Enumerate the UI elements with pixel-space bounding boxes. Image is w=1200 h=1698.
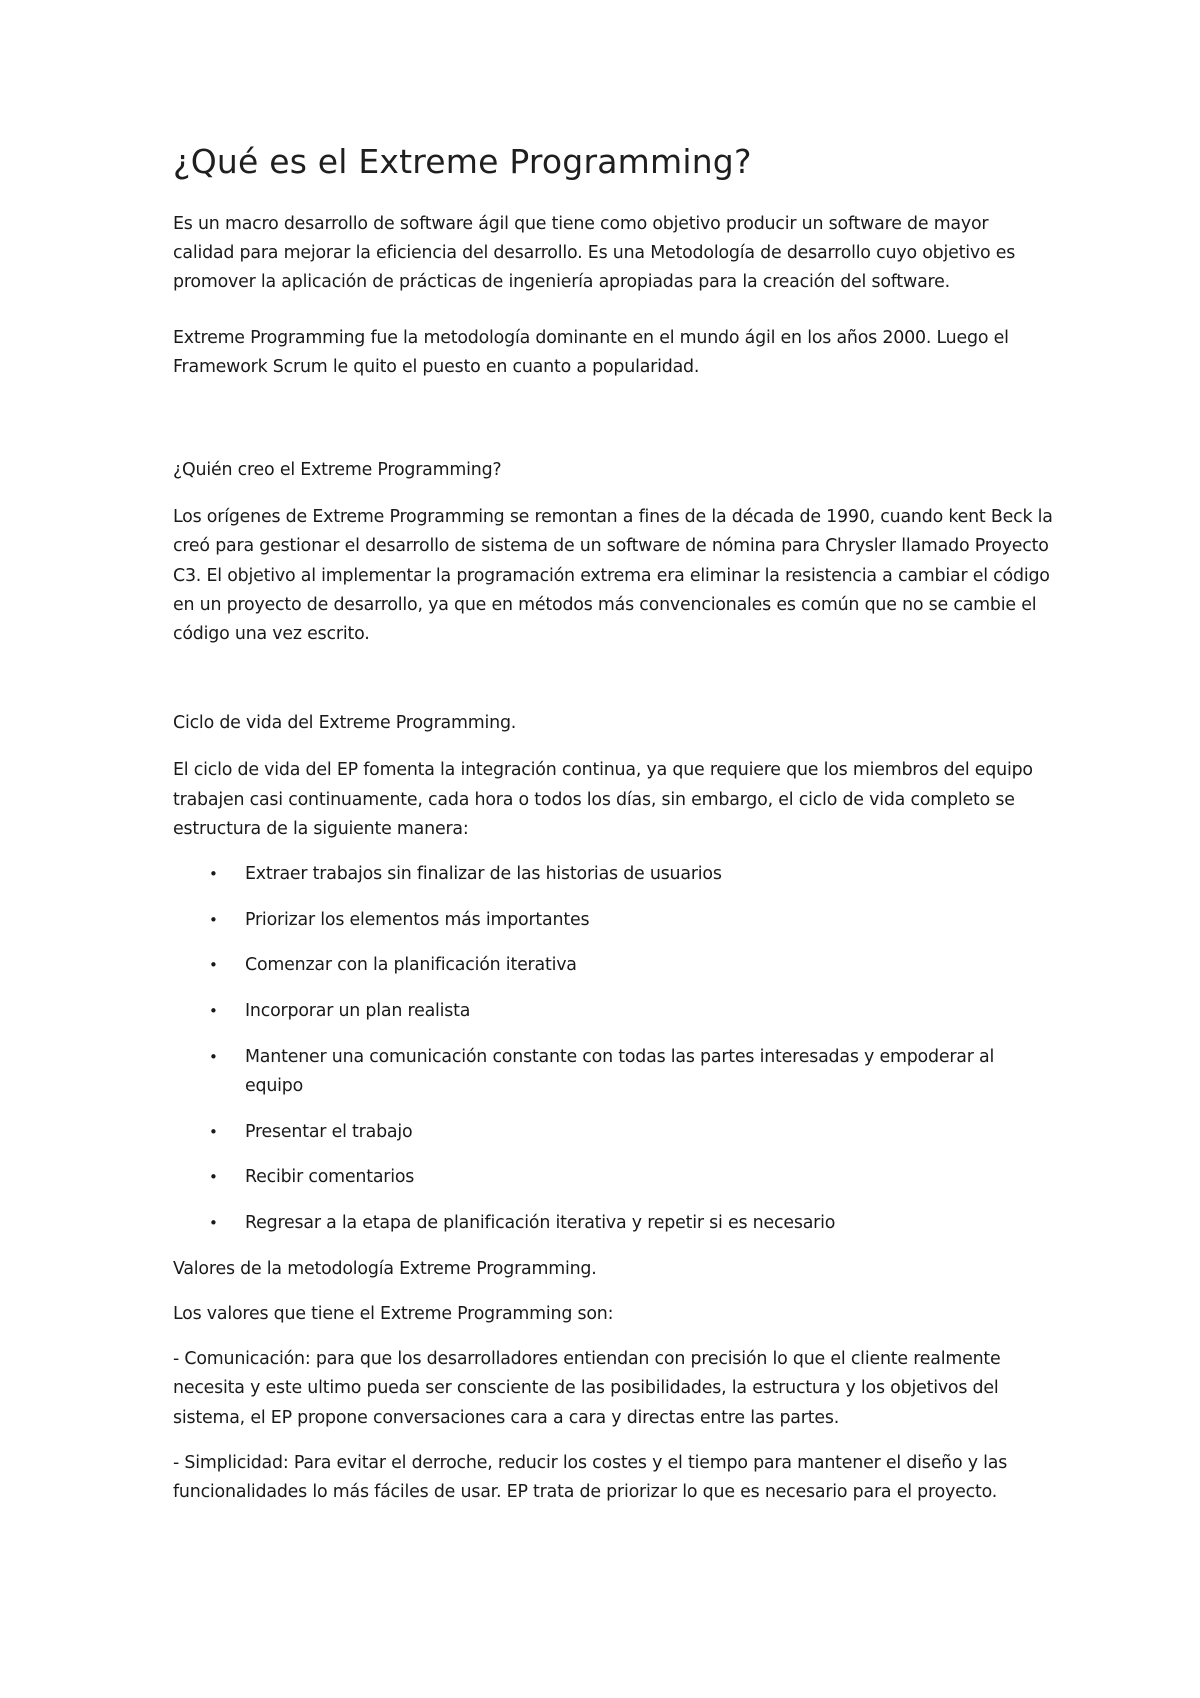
bullet-icon: •	[209, 1214, 218, 1233]
list-item	[173, 906, 1053, 935]
creator-heading: ¿Quién creo el Extreme Programming?	[173, 460, 502, 481]
document-page	[173, 140, 1053, 1507]
lifecycle-heading: Ciclo de vida del Extreme Programming.	[173, 713, 517, 734]
list-item	[173, 1163, 1053, 1192]
lifecycle-paragraph: El ciclo de vida del EP fomenta la integración continua, ya que requiere que los miembros del equipo trabajen casi continuamente, cada hora o todos los días, sin embargo, el ciclo de vida completo se estructura de la siguiente manera:	[173, 760, 1033, 839]
bullet-icon: •	[209, 1168, 218, 1187]
bullet-icon: •	[209, 865, 218, 884]
list-item	[173, 1118, 1053, 1147]
bullet-icon: •	[209, 1047, 218, 1066]
bullet-icon: •	[209, 910, 218, 929]
bullet-icon: •	[209, 956, 218, 975]
bullet-icon: •	[209, 1002, 218, 1021]
bullet-icon: •	[209, 1122, 218, 1141]
intro-paragraph-2: Extreme Programming fue la metodología dominante en el mundo ágil en los años 2000. Luego el Framework Scrum le quito el puesto en cuanto a popularidad.	[173, 327, 1009, 377]
creator-paragraph: Los orígenes de Extreme Programming se remontan a fines de la década de 1990, cuando kent Beck la creó para gestionar el desarrollo de sistema de un software de nómina para Chrysler llamado Proyecto C3. El objetivo al implementar la programación extrema era eliminar la resistencia a cambiar el código en un proyecto de desarrollo, ya que en métodos más convencionales es común que no se cambie el código una vez escrito.	[173, 507, 1053, 645]
list-item	[173, 997, 1053, 1026]
lifecycle-steps-list	[173, 860, 1053, 1238]
list-item-text: Regresar a la etapa de planificación iterativa y repetir si es necesario	[245, 1213, 836, 1234]
list-item	[173, 1209, 1053, 1238]
list-item-text: Incorporar un plan realista	[245, 1001, 471, 1022]
values-heading: Valores de la metodología Extreme Programming.	[173, 1258, 597, 1279]
list-item-text: Extraer trabajos sin finalizar de las historias de usuarios	[245, 864, 722, 885]
values-intro: Los valores que tiene el Extreme Programming son:	[173, 1304, 614, 1325]
list-item	[173, 951, 1053, 980]
list-item-text: Presentar el trabajo	[245, 1121, 413, 1142]
document-title: ¿Qué es el Extreme Programming?	[173, 142, 752, 181]
list-item-text: Recibir comentarios	[245, 1167, 415, 1188]
intro-paragraph-1: Es un macro desarrollo de software ágil que tiene como objetivo producir un software de mayor calidad para mejorar la eficiencia del desarrollo. Es una Metodología de desarrollo cuyo objetivo es promover la aplicación de prácticas de ingeniería apropiadas para la creación del software.	[173, 214, 1016, 293]
list-item-text: Priorizar los elementos más importantes	[245, 909, 590, 930]
value-simplicity: - Simplicidad: Para evitar el derroche, reducir los costes y el tiempo para mantener el diseño y las funcionalidades lo más fáciles de usar. EP trata de priorizar lo que es necesario para el proyecto.	[173, 1452, 1008, 1503]
list-item	[173, 1043, 1053, 1101]
list-item	[173, 860, 1053, 889]
list-item-text: Comenzar con la planificación iterativa	[245, 955, 577, 976]
list-item-text: Mantener una comunicación constante con todas las partes interesadas y empoderar al equipo	[245, 1046, 995, 1097]
value-communication: - Comunicación: para que los desarrolladores entiendan con precisión lo que el cliente realmente necesita y este ultimo pueda ser consciente de las posibilidades, la estructura y los objetivos del sistema, el EP propone conversaciones cara a cara y directas entre las partes.	[173, 1349, 1001, 1428]
